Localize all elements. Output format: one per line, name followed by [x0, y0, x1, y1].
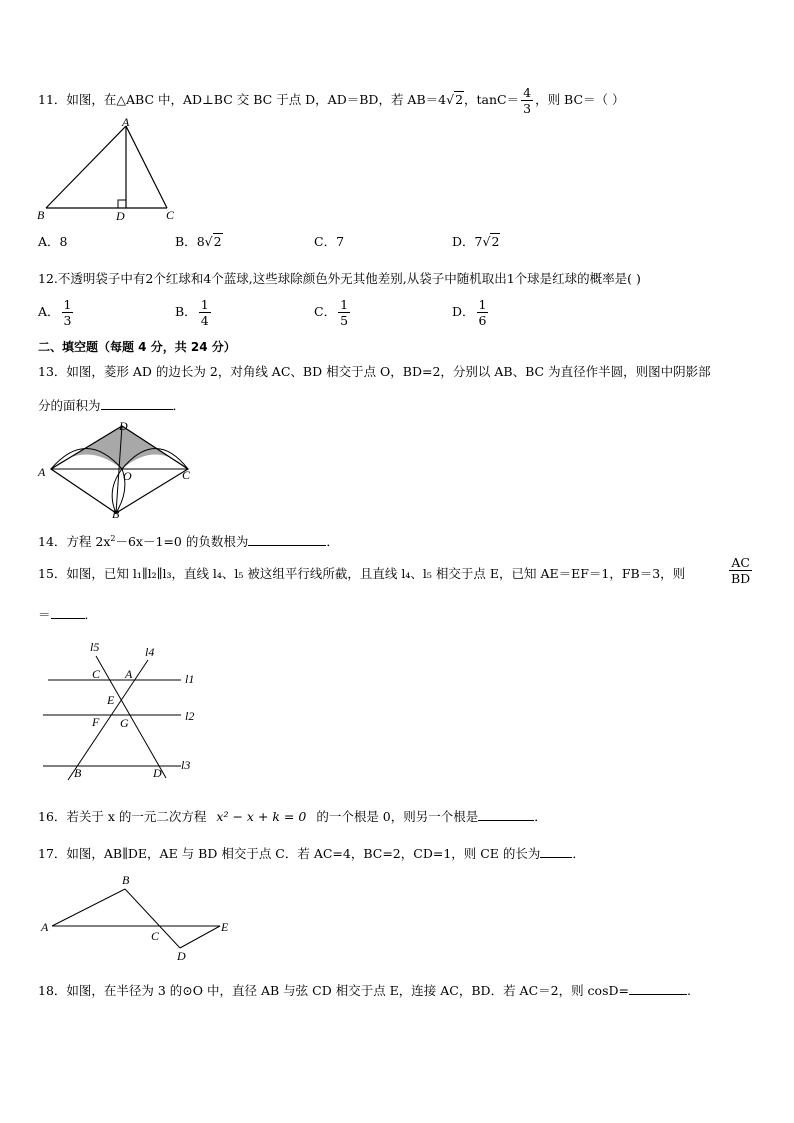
q12-option-d-label: D． — [452, 304, 475, 320]
q18-stem — [38, 982, 691, 998]
section-fill-in-header: 二、填空题（每题 4 分，共 24 分） — [38, 340, 236, 354]
q12-option-d-num: 1 — [478, 297, 487, 312]
q17-label-c: C — [151, 929, 160, 943]
q14-exponent: 2 — [110, 533, 116, 543]
q17-segment-de — [180, 926, 220, 948]
q15-label-b: B — [74, 766, 82, 780]
q11-stem — [38, 86, 625, 115]
q11-option-c-value: 7 — [336, 234, 345, 249]
q11-side-ab — [46, 126, 126, 208]
q17-figure — [38, 870, 238, 962]
q11-option-c[interactable] — [314, 236, 344, 249]
q13-label-b: B — [112, 507, 120, 520]
q13-rhombus-figure — [34, 418, 199, 520]
q17-label-d: D — [177, 949, 186, 962]
q15-label-f: F — [92, 715, 100, 729]
q11-option-d-rad: 2 — [491, 234, 500, 249]
q11-option-d-coef: 7 — [474, 234, 483, 249]
q17-segment-ab — [52, 889, 125, 926]
q11-right-angle-mark — [118, 200, 126, 208]
q17-stem-part-a: 17．如图，AB∥DE，AE 与 BD 相交于点 C．若 AC=4，BC=2，CD=1，则 CE 的长为 — [38, 846, 541, 861]
q11-label-c: C — [166, 208, 175, 222]
q15-label-l5: l5 — [90, 640, 100, 654]
q16-answer-blank[interactable] — [478, 808, 534, 821]
q15-stem-line2-text: ＝ — [38, 607, 51, 622]
q11-label-b: B — [37, 208, 45, 222]
q11-option-d-sqrt: √2 — [482, 234, 500, 249]
q15-label-l1: l1 — [185, 672, 195, 686]
q15-label-c: C — [92, 667, 101, 681]
q12-option-c-label: C． — [314, 304, 337, 320]
q12-option-a-label: A． — [38, 304, 60, 320]
q12-stem: 12.不透明袋子中有2个红球和4个蓝球,这些球除颜色外无其他差别,从袋子中随机取出1个球是红球的概率是( ) — [38, 271, 641, 286]
q11-triangle-figure — [34, 116, 184, 226]
q11-option-d-label: D． — [452, 234, 475, 249]
q12-option-b-den: 4 — [200, 313, 209, 329]
q15-line-l4 — [68, 660, 148, 780]
q15-label-g: G — [120, 716, 129, 730]
q11-option-b[interactable] — [175, 236, 223, 249]
q11-stem-part-b: ，tanC＝ — [464, 92, 520, 108]
q15-answer-blank[interactable] — [51, 606, 85, 619]
q16-stem — [38, 808, 547, 824]
q12-option-d-fraction — [477, 298, 489, 327]
q16-stem-part-b: 的一个根是 0，则另一个根是 — [316, 809, 479, 824]
q18-answer-blank[interactable] — [629, 982, 687, 995]
q11-option-a[interactable] — [38, 236, 67, 249]
q15-stem-line2 — [38, 606, 97, 622]
q13-label-d: D — [119, 419, 128, 433]
q12-option-a[interactable] — [38, 298, 75, 327]
q12-option-c-fraction — [338, 298, 350, 327]
q11-stem-part-c: ，则 BC＝（ ） — [535, 92, 625, 108]
q15-stem-line2-end: ． — [84, 607, 98, 622]
q11-tan-den: 3 — [523, 101, 532, 117]
q17-answer-blank[interactable] — [540, 845, 572, 858]
q13-stem-line1: 13．如图，菱形 AD 的边长为 2，对角线 AC、BD 相交于点 O，BD=2，分别以 AB、BC 为直径作半圆，则图中阴影部 — [38, 364, 711, 379]
q13-label-a: A — [38, 465, 46, 479]
q11-label-a: A — [122, 116, 130, 129]
q12-option-c-num: 1 — [340, 297, 349, 312]
q15-label-l4: l4 — [145, 645, 155, 659]
q11-option-c-label: C． — [314, 234, 337, 249]
q12-option-a-den: 3 — [63, 313, 72, 329]
q11-option-b-coef: 8 — [196, 234, 205, 249]
q15-label-a: A — [125, 667, 133, 681]
q12-option-b[interactable] — [175, 298, 213, 327]
q18-stem-part-a: 18．如图，在半径为 3 的⊙O 中，直径 AB 与弦 CD 相交于点 E，连接 AC，BD．若 AC＝2，则 cosD= — [38, 983, 629, 998]
q15-parallel-lines-figure — [38, 638, 208, 784]
q11-tan-num: 4 — [523, 85, 532, 100]
q11-side-ac — [126, 126, 167, 208]
q17-label-b: B — [122, 873, 130, 887]
q15-ratio-fraction — [729, 556, 752, 585]
q17-stem-end: ． — [572, 846, 585, 861]
q15-ratio-den: BD — [731, 571, 751, 587]
q17-label-e: E — [221, 920, 229, 934]
q11-sqrt: √2 — [446, 92, 464, 108]
q18-stem-end: . — [687, 983, 691, 998]
q14-answer-blank[interactable] — [248, 533, 326, 546]
q15-label-l3: l3 — [181, 758, 191, 772]
q14-stem-part-b: －6x－1=0 的负数根为 — [115, 534, 249, 549]
q13-label-c: C — [182, 468, 191, 482]
q12-option-b-label: B． — [175, 304, 197, 320]
q14-stem-end: ． — [326, 534, 339, 549]
q15-ratio-num: AC — [729, 556, 752, 571]
q14-stem — [38, 533, 339, 549]
q15-stem-line1-text: 15．如图，已知 l₁∥l₂∥l₃，直线 l₄、l₅ 被这组平行线所截，且直线 l₄、l₅ 相交于点 E，已知 AE＝EF＝1，FB＝3，则 — [38, 566, 686, 581]
q16-equation: x² − x + k = 0 — [216, 809, 307, 824]
q11-option-a-value: 8 — [59, 234, 68, 249]
q15-label-e: E — [107, 693, 115, 707]
q12-option-a-num: 1 — [63, 297, 72, 312]
q13-stem-line2-end: ． — [172, 398, 186, 413]
q17-label-a: A — [41, 920, 49, 934]
q11-stem-part-a: 11．如图，在△ABC 中，AD⊥BC 交 BC 于点 D，AD＝BD，若 AB＝4 — [38, 92, 447, 108]
q11-option-b-sqrt: √2 — [204, 234, 222, 249]
q14-stem-part-a: 14．方程 2x — [38, 534, 111, 549]
q15-stem-line1 — [38, 568, 685, 581]
q12-option-b-num: 1 — [200, 297, 209, 312]
q13-stem-line2-text: 分的面积为 — [38, 398, 101, 413]
q12-option-c-den: 5 — [340, 313, 349, 329]
q11-option-b-rad: 2 — [213, 234, 222, 249]
q12-option-d[interactable] — [452, 298, 490, 327]
q11-option-d[interactable] — [452, 236, 500, 249]
q11-option-a-label: A． — [38, 234, 60, 249]
q12-option-b-fraction — [199, 298, 211, 327]
q13-label-o: O — [123, 469, 132, 483]
q13-answer-blank[interactable] — [101, 397, 173, 410]
q16-stem-end: ． — [534, 809, 547, 824]
q12-option-d-den: 6 — [478, 313, 487, 329]
q15-label-l2: l2 — [185, 709, 195, 723]
q11-label-d: D — [116, 209, 125, 223]
q17-stem — [38, 845, 585, 861]
q15-label-d: D — [153, 766, 162, 780]
q11-sqrt-arg: 2 — [455, 92, 464, 108]
q11-option-b-label: B． — [175, 234, 197, 249]
q16-stem-part-a: 16．若关于 x 的一元二次方程 — [38, 809, 207, 824]
q11-tan-fraction — [521, 86, 533, 115]
q12-option-c[interactable] — [314, 298, 352, 327]
q13-stem-line2 — [38, 397, 185, 413]
q12-option-a-fraction — [62, 298, 74, 327]
